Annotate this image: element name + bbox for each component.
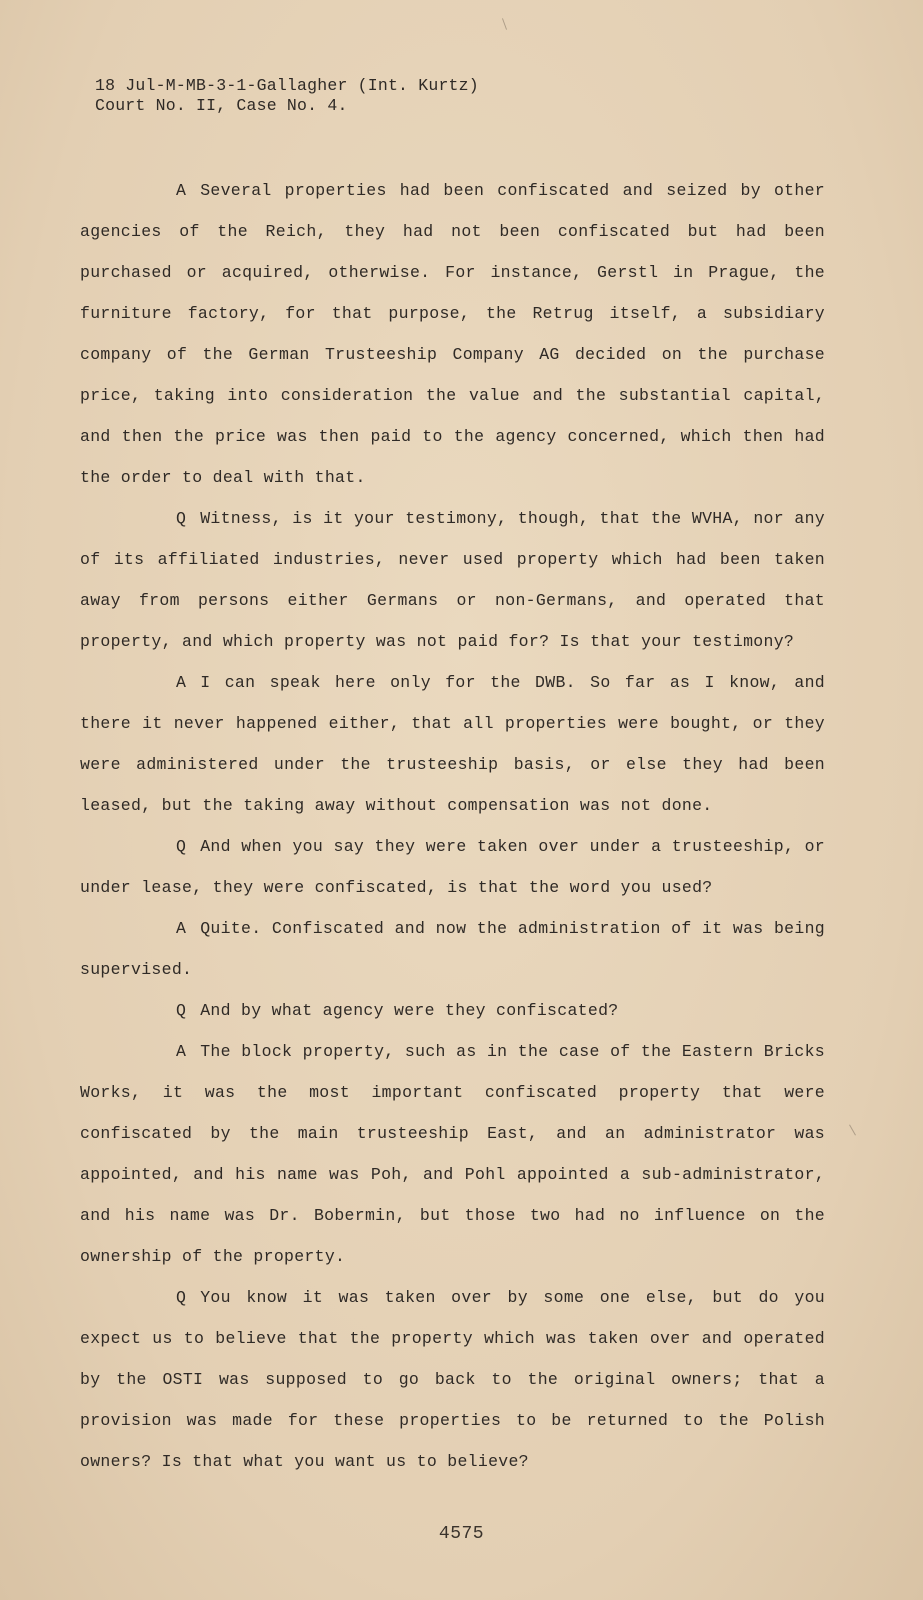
page-number: 4575 — [438, 1524, 485, 1544]
paragraph-question — [80, 990, 825, 1031]
paragraph-text: I can speak here only for the DWB. So far as I know, and there it never happened either, that all properties were bought, or they were administered under the trusteeship basis, or else they had been leased, but the taking away without compensation was not done. — [80, 673, 825, 815]
paragraph-text: And when you say they were taken over under a trusteeship, or under lease, they were confiscated, is that the word you used? — [80, 837, 825, 897]
paragraph-text: The block property, such as in the case of the Eastern Bricks Works, it was the most important confiscated property that were confiscated by the main trusteeship East, and an administrator was appointed, and his name was Poh, and Pohl appointed a sub-administrator, and his name was Dr. Bobermin, but those two had no influence on the ownership of the property. — [80, 1042, 825, 1266]
speaker-label: Q — [176, 509, 187, 528]
speaker-label: A — [176, 673, 187, 692]
paragraph-answer — [80, 1031, 825, 1277]
paragraph-text: You know it was taken over by some one else, but do you expect us to believe that the property which was taken over and operated by the OSTI was supposed to go back to the original owners; that a provision was made for these properties to be returned to the Polish owners? Is that what you want us to believe? — [80, 1288, 825, 1471]
header-line-1: 18 Jul-M-MB-3-1-Gallagher (Int. Kurtz) — [95, 76, 479, 95]
paragraph-question — [80, 1277, 825, 1482]
paper-mark — [849, 1125, 856, 1136]
paragraph-text: Witness, is it your testimony, though, that the WVHA, nor any of its affiliated industries, never used property which had been taken away from persons either Germans or non-Germans, and operated that property, and which property was not paid for? Is that your testimony? — [80, 509, 825, 651]
paragraph-answer — [80, 908, 825, 990]
speaker-label: A — [176, 919, 187, 938]
paragraph-question — [80, 498, 825, 662]
speaker-label: Q — [176, 1001, 187, 1020]
speaker-label: A — [176, 181, 187, 200]
paragraph-answer — [80, 170, 825, 498]
header-line-2: Court No. II, Case No. 4. — [95, 96, 348, 115]
speaker-label: Q — [176, 1288, 187, 1307]
paragraph-question — [80, 826, 825, 908]
paragraph-answer — [80, 662, 825, 826]
speaker-label: Q — [176, 837, 187, 856]
document-header — [95, 76, 479, 116]
paper-mark — [502, 18, 507, 30]
transcript-body — [80, 170, 825, 1482]
paragraph-text: Several properties had been confiscated and seized by other agencies of the Reich, they had not been confiscated but had been purchased or acquired, otherwise. For instance, Gerstl in Prague, the furniture factory, for that purpose, the Retrug itself, a subsidiary company of the German Trusteeship Company AG decided on the purchase price, taking into consideration the value and the substantial capital, and then the price was then paid to the agency concerned, which then had the order to deal with that. — [80, 181, 825, 487]
paragraph-text: Quite. Confiscated and now the administration of it was being supervised. — [80, 919, 825, 979]
paragraph-text: And by what agency were they confiscated? — [200, 1001, 619, 1020]
speaker-label: A — [176, 1042, 187, 1061]
